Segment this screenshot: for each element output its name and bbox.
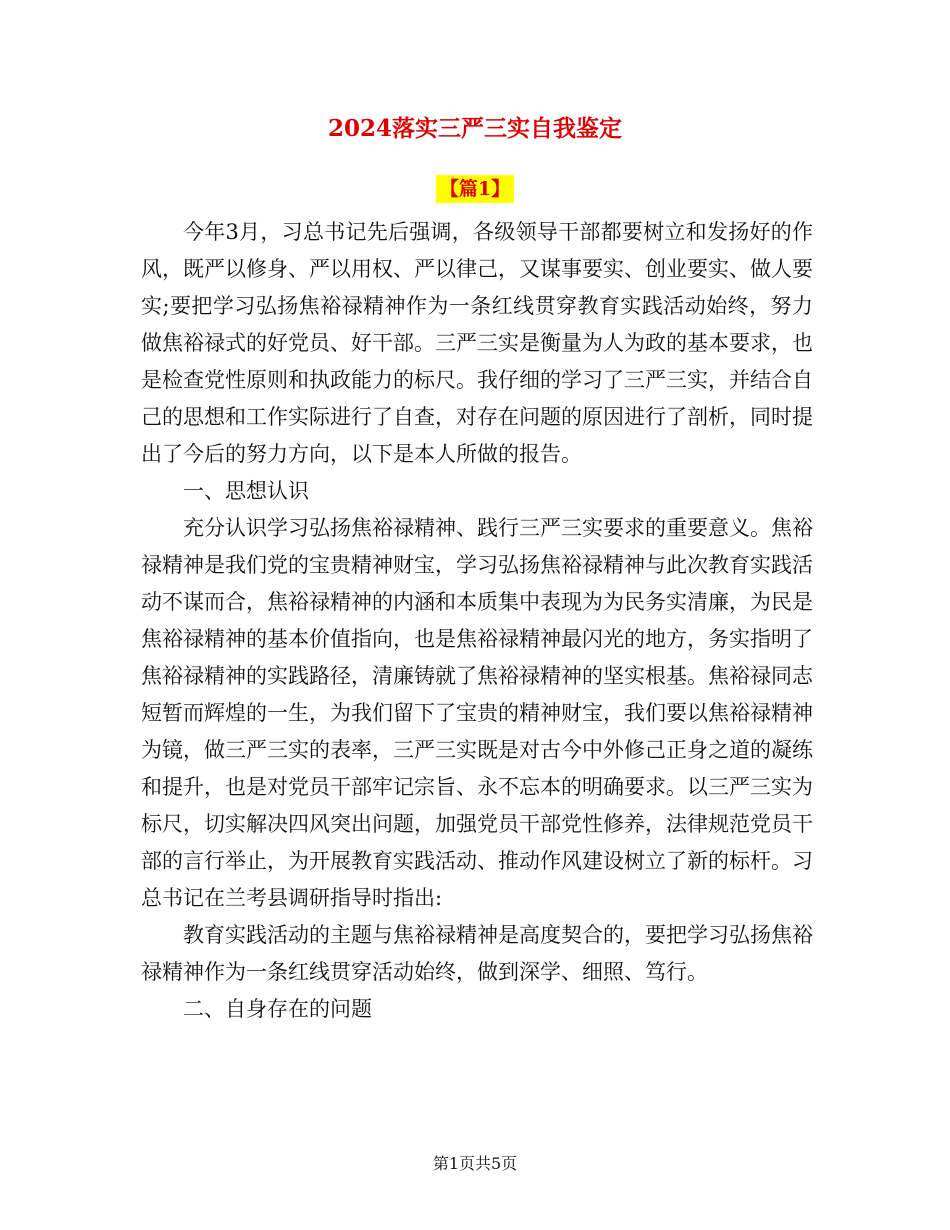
page-footer: 第1页共5页 <box>432 1154 518 1173</box>
section-label-wrap <box>0 175 950 203</box>
paragraph-thought: 充分认识学习弘扬焦裕禄精神、践行三严三实要求的重要意义。焦裕禄精神是我们党的宝贵精神财宝，学习弘扬焦裕禄精神与此次教育实践活动不谋而合，焦裕禄精神的内涵和本质集中表现为为民务实清廉，为民是焦裕禄精神的基本价值指向，也是焦裕禄精神最闪光的地方，务实指明了焦裕禄精神的实践路径，清廉铸就了焦裕禄精神的坚实根基。焦裕禄同志短暂而辉煌的一生，为我们留下了宝贵的精神财宝，我们要以焦裕禄精神为镜，做三严三实的表率，三严三实既是对古今中外修己正身之道的凝练和提升，也是对党员干部牢记宗旨、永不忘本的明确要求。以三严三实为标尺，切实解决四风突出问题，加强党员干部党性修养，法律规范党员干部的言行举止，为开展教育实践活动、推动作风建设树立了新的标杆。习总书记在兰考县调研指导时指出: <box>141 516 813 910</box>
paragraph-intro: 今年3月，习总书记先后强调，各级领导干部都要树立和发扬好的作风，既严以修身、严以用权、严以律己，又谋事要实、创业要实、做人要实;要把学习弘扬焦裕禄精神作为一条红线贯穿教育实践活动始终，努力做焦裕禄式的好党员、好干部。三严三实是衡量为人为政的基本要求，也是检查党性原则和执政能力的标尺。我仔细的学习了三严三实，并结合自己的思想和工作实际进行了自查，对存在问题的原因进行了剖析，同时提出了今后的努力方向，以下是本人所做的报告。 <box>141 220 813 466</box>
heading-thought: 一、思想认识 <box>183 479 309 503</box>
document-title: 2024落实三严三实自我鉴定 <box>327 115 622 142</box>
document-body <box>141 214 813 1028</box>
heading-problems: 二、自身存在的问题 <box>183 997 372 1021</box>
paragraph-practice: 教育实践活动的主题与焦裕禄精神是高度契合的，要把学习弘扬焦裕禄精神作为一条红线贯穿活动始终，做到深学、细照、笃行。 <box>141 923 813 984</box>
section-label: 【篇1】 <box>436 175 514 203</box>
